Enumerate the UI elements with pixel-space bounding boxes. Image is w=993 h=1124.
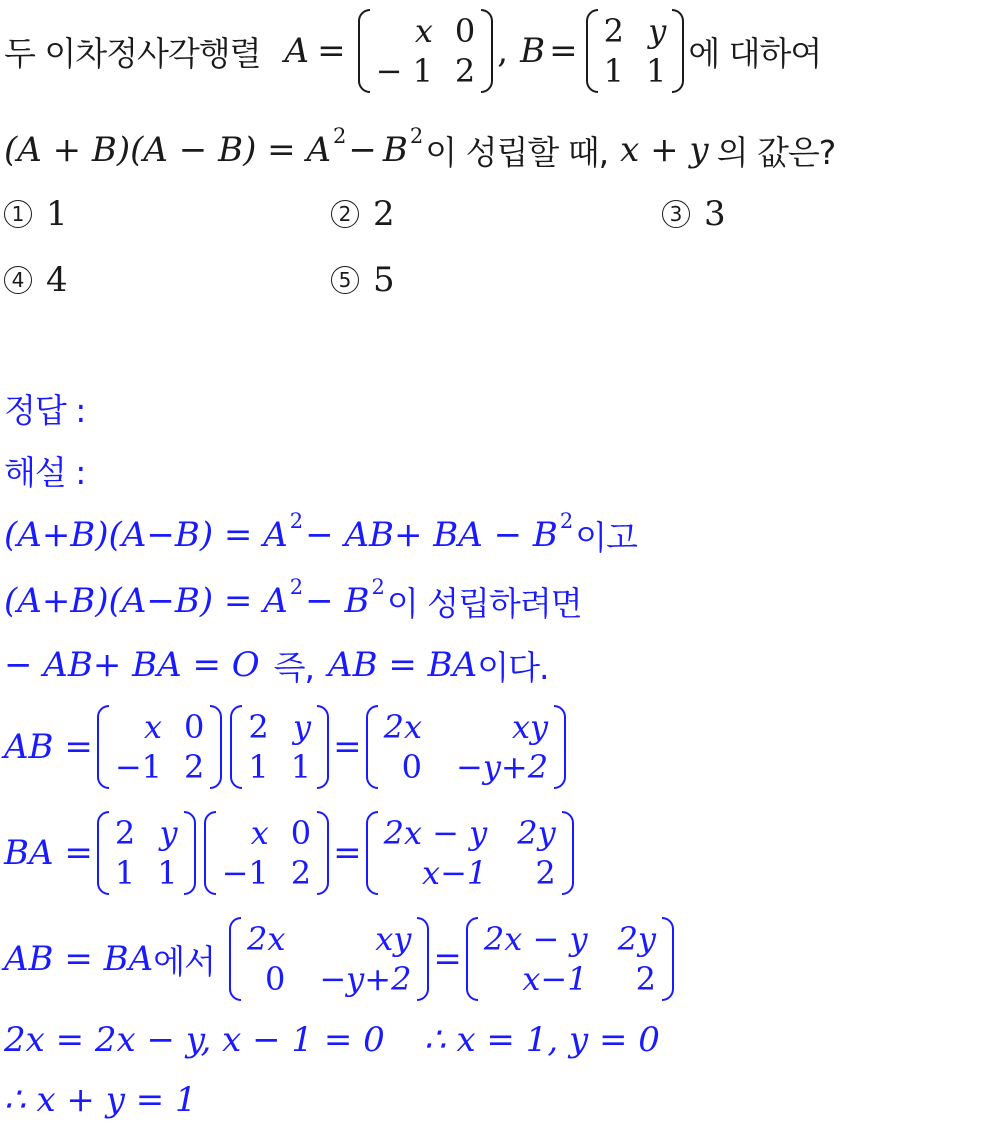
matrix-cell: x: [250, 814, 269, 852]
solution-expr: AB = BA: [328, 645, 478, 685]
matrix-cell: −y+2: [456, 748, 549, 786]
exponent: 2: [333, 124, 347, 148]
choice-mark: 4: [4, 266, 32, 294]
solution-expr: − AB+ BA − B: [305, 515, 558, 555]
ba-label: BA =: [4, 833, 93, 873]
matrix-cell: 2: [184, 748, 205, 786]
equals-sign: =: [433, 939, 462, 979]
choice-value: 3: [704, 194, 726, 234]
choice-5[interactable]: [331, 260, 395, 300]
solution-line-1: [4, 510, 637, 560]
b-name: B: [382, 130, 408, 170]
choice-value: 1: [46, 194, 68, 234]
question-target: x + y: [620, 130, 709, 170]
matrix-cell: 1: [248, 748, 269, 786]
question-line-1: [4, 6, 821, 96]
comma: ,: [497, 31, 509, 71]
solution-label-line: [4, 448, 85, 492]
matrix-cell: y: [159, 814, 178, 852]
matrix-a-name: A: [284, 31, 310, 71]
matrix-b: [230, 705, 329, 789]
choice-1[interactable]: [4, 194, 68, 234]
choice-3[interactable]: [662, 194, 726, 234]
solution-expr: AB = BA: [4, 939, 154, 979]
matrix-cell: y: [293, 708, 312, 746]
matrix-cell: x: [143, 708, 163, 746]
question-equation: (A + B)(A − B) = A: [4, 130, 332, 170]
matrix-cell: 1: [114, 854, 136, 892]
solution-expr: − B: [305, 581, 370, 621]
exponent: 2: [559, 509, 574, 533]
matrix-cell: x−1: [422, 854, 488, 892]
matrix-cell: 2: [535, 854, 556, 892]
matrix-cell: 2: [635, 960, 656, 998]
solution-compare-line: [4, 914, 678, 1004]
exponent: 2: [289, 575, 304, 599]
question-intro: 두 이차정사각행렬: [4, 33, 261, 73]
matrix-a: [97, 705, 223, 789]
exponent: 2: [289, 509, 304, 533]
matrix-a-cell: 2: [454, 52, 476, 90]
matrix-cell: −1: [114, 748, 163, 786]
solution-expr: (A+B)(A−B) = A: [4, 515, 288, 555]
question-line-2: [4, 122, 835, 178]
equals-sign: =: [333, 833, 362, 873]
matrix-cell: 0: [184, 708, 205, 746]
solution-expr: ∴ x = 1, y = 0: [424, 1020, 660, 1060]
matrix-cell: x−1: [522, 960, 588, 998]
question-end: 의 값은?: [716, 132, 836, 172]
matrix-b-cell: 2: [603, 12, 624, 50]
exponent: 2: [409, 124, 424, 148]
solution-text: 이고: [575, 517, 638, 557]
matrix-cell: −y+2: [319, 960, 412, 998]
matrix-cell: 2x − y: [483, 920, 588, 958]
solution-text: 즉,: [273, 647, 315, 687]
choice-2[interactable]: [331, 194, 395, 234]
matrix-b-name: B: [520, 31, 546, 71]
choice-value: 4: [46, 260, 68, 300]
matrix-ab: [366, 705, 566, 789]
choice-value: 2: [373, 194, 395, 234]
matrix-cell: 2: [114, 814, 136, 852]
equals-sign: =: [549, 31, 578, 71]
choice-mark: 3: [662, 200, 690, 228]
matrix-b: [97, 811, 196, 895]
minus-sign: −: [348, 130, 377, 170]
answer-line: [4, 386, 85, 430]
matrix-cell: 2x: [383, 708, 422, 746]
choice-mark: 2: [331, 200, 359, 228]
solution-text: 에서: [153, 941, 215, 981]
solution-ba-line: [4, 808, 578, 898]
matrix-a: [204, 811, 330, 895]
choice-mark: 1: [4, 200, 32, 228]
matrix-cell: 1: [157, 854, 178, 892]
solution-text: 이다.: [477, 647, 549, 687]
question-tail: 에 대하여: [688, 33, 822, 73]
matrix-cell: 2x − y: [383, 814, 488, 852]
matrix-cell: 0: [401, 748, 422, 786]
solution-ab-line: [4, 702, 570, 792]
choice-value: 5: [373, 260, 395, 300]
matrix-cell: 2y: [617, 920, 656, 958]
matrix-cell: xy: [375, 920, 412, 958]
matrix-cell: 1: [290, 748, 312, 786]
solution-expr: (A+B)(A−B) = A: [4, 581, 288, 621]
matrix-cell: 0: [265, 960, 286, 998]
choice-mark: 5: [331, 266, 359, 294]
matrix-a-cell: 0: [454, 12, 476, 50]
matrix-cell: 2y: [517, 814, 556, 852]
matrix-b-cell: 1: [603, 52, 624, 90]
matrix-ba: [366, 811, 574, 895]
matrix-cell: xy: [511, 708, 549, 746]
matrix-cell: 2: [290, 854, 312, 892]
solution-line-2: [4, 576, 582, 626]
solution-expr: − AB+ BA = O: [4, 645, 260, 685]
question-condition: 이 성립할 때,: [425, 132, 609, 172]
choice-4[interactable]: [4, 260, 68, 300]
exponent: 2: [371, 575, 385, 599]
solution-result: ∴ x + y = 1: [4, 1080, 197, 1120]
solution-expr: 2x = 2x − y, x − 1 = 0: [4, 1020, 385, 1060]
matrix-a-cell: x: [414, 12, 433, 50]
answer-label: 정답 :: [4, 390, 86, 430]
matrix-a: [358, 9, 494, 93]
matrix-ab: [229, 917, 429, 1001]
matrix-cell: 2: [248, 708, 269, 746]
matrix-b-cell: y: [648, 12, 667, 50]
solution-final-1: [4, 1016, 660, 1064]
matrix-cell: −1: [221, 854, 269, 892]
matrix-b-cell: 1: [645, 52, 667, 90]
equals-sign: =: [317, 31, 346, 71]
solution-label: 해설 :: [4, 452, 86, 492]
solution-line-3: [4, 640, 548, 690]
matrix-cell: 0: [290, 814, 312, 852]
matrix-b: [586, 9, 685, 93]
ab-label: AB =: [4, 727, 93, 767]
solution-final-2: [4, 1076, 197, 1124]
matrix-ba: [466, 917, 674, 1001]
solution-text: 이 성립하려면: [386, 583, 582, 623]
equals-sign: =: [333, 727, 362, 767]
matrix-cell: 2x: [246, 920, 286, 958]
matrix-a-cell: − 1: [375, 52, 433, 90]
